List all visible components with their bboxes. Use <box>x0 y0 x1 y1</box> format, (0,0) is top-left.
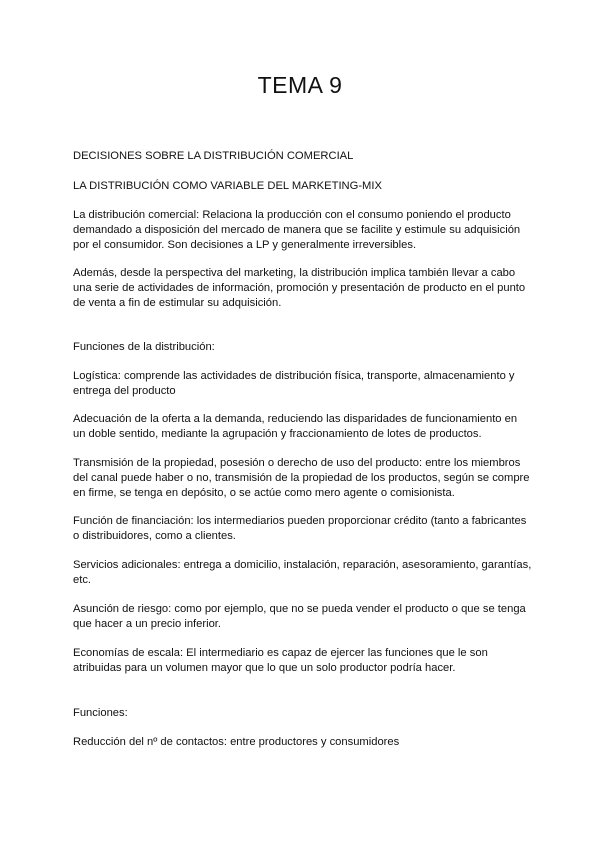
paragraph-ademas <box>73 266 533 311</box>
paragraph-line: que hacer a un precio inferior. <box>73 618 222 630</box>
funciones-heading: Funciones de la distribución: <box>73 341 215 353</box>
paragraph-line: entrega del producto <box>73 385 176 397</box>
paragraph-line: Además, desde la perspectiva del marketing, la distribución implica también llevar a cabo <box>73 267 516 279</box>
paragraph-line: un doble sentido, mediante la agrupación y fraccionamiento de lotes de productos. <box>73 428 482 440</box>
paragraph-line: atribuidas para un volumen mayor que lo que un solo productor podría hacer. <box>73 662 456 674</box>
paragraph-line: o distribuidores, como a clientes. <box>73 530 236 542</box>
paragraph-reduccion: Reducción del nº de contactos: entre productores y consumidores <box>73 736 400 748</box>
paragraph-line: Asunción de riesgo: como por ejemplo, que no se pueda vender el producto o que se tenga <box>73 603 526 615</box>
paragraph-line: etc. <box>73 574 92 586</box>
paragraph-riesgo <box>73 602 533 632</box>
document-title: TEMA 9 <box>257 72 343 98</box>
paragraph-escala <box>73 646 533 676</box>
paragraph-adecuacion <box>73 412 533 442</box>
paragraph-line: Servicios adicionales: entrega a domicilio, instalación, reparación, asesoramiento, garantías, <box>73 559 532 571</box>
paragraph-line: Función de financiación: los intermediarios pueden proporcionar crédito (tanto a fabricantes <box>73 515 527 527</box>
paragraph-definition <box>73 208 533 253</box>
paragraph-line: Economías de escala: El intermediario es capaz de ejercer las funciones que le son <box>73 647 488 659</box>
paragraph-line: Transmisión de la propiedad, posesión o derecho de uso del producto: entre los miembros <box>73 457 521 469</box>
funciones-subheading: Funciones: <box>73 707 128 719</box>
section-heading: DECISIONES SOBRE LA DISTRIBUCIÓN COMERCIAL <box>73 150 354 162</box>
paragraph-logistica <box>73 369 533 399</box>
paragraph-line: en firme, se tenga en depósito, o se actúe como mero agente o comisionista. <box>73 487 455 499</box>
paragraph-line: Logística: comprende las actividades de distribución física, transporte, almacenamiento y <box>73 370 515 382</box>
paragraph-line: demandado a disposición del mercado de manera que se facilite y estimule su adquisición <box>73 224 521 236</box>
paragraph-transmision <box>73 456 533 501</box>
paragraph-line: La distribución comercial: Relaciona la producción con el consumo poniendo el producto <box>73 209 511 221</box>
paragraph-servicios <box>73 558 533 588</box>
paragraph-financiacion <box>73 514 533 544</box>
paragraph-line: del canal puede haber o no, transmisión de la propiedad de los productos, según se compre <box>73 472 530 484</box>
paragraph-line: por el consumidor. Son decisiones a LP y generalmente irreversibles. <box>73 239 417 251</box>
paragraph-line: de venta a fin de estimular su adquisición. <box>73 297 282 309</box>
paragraph-line: Adecuación de la oferta a la demanda, reduciendo las disparidades de funcionamiento en <box>73 413 518 425</box>
paragraph-line: una serie de actividades de información, promoción y presentación de producto en el punto <box>73 282 526 294</box>
subsection-heading: LA DISTRIBUCIÓN COMO VARIABLE DEL MARKETING-MIX <box>73 180 382 192</box>
